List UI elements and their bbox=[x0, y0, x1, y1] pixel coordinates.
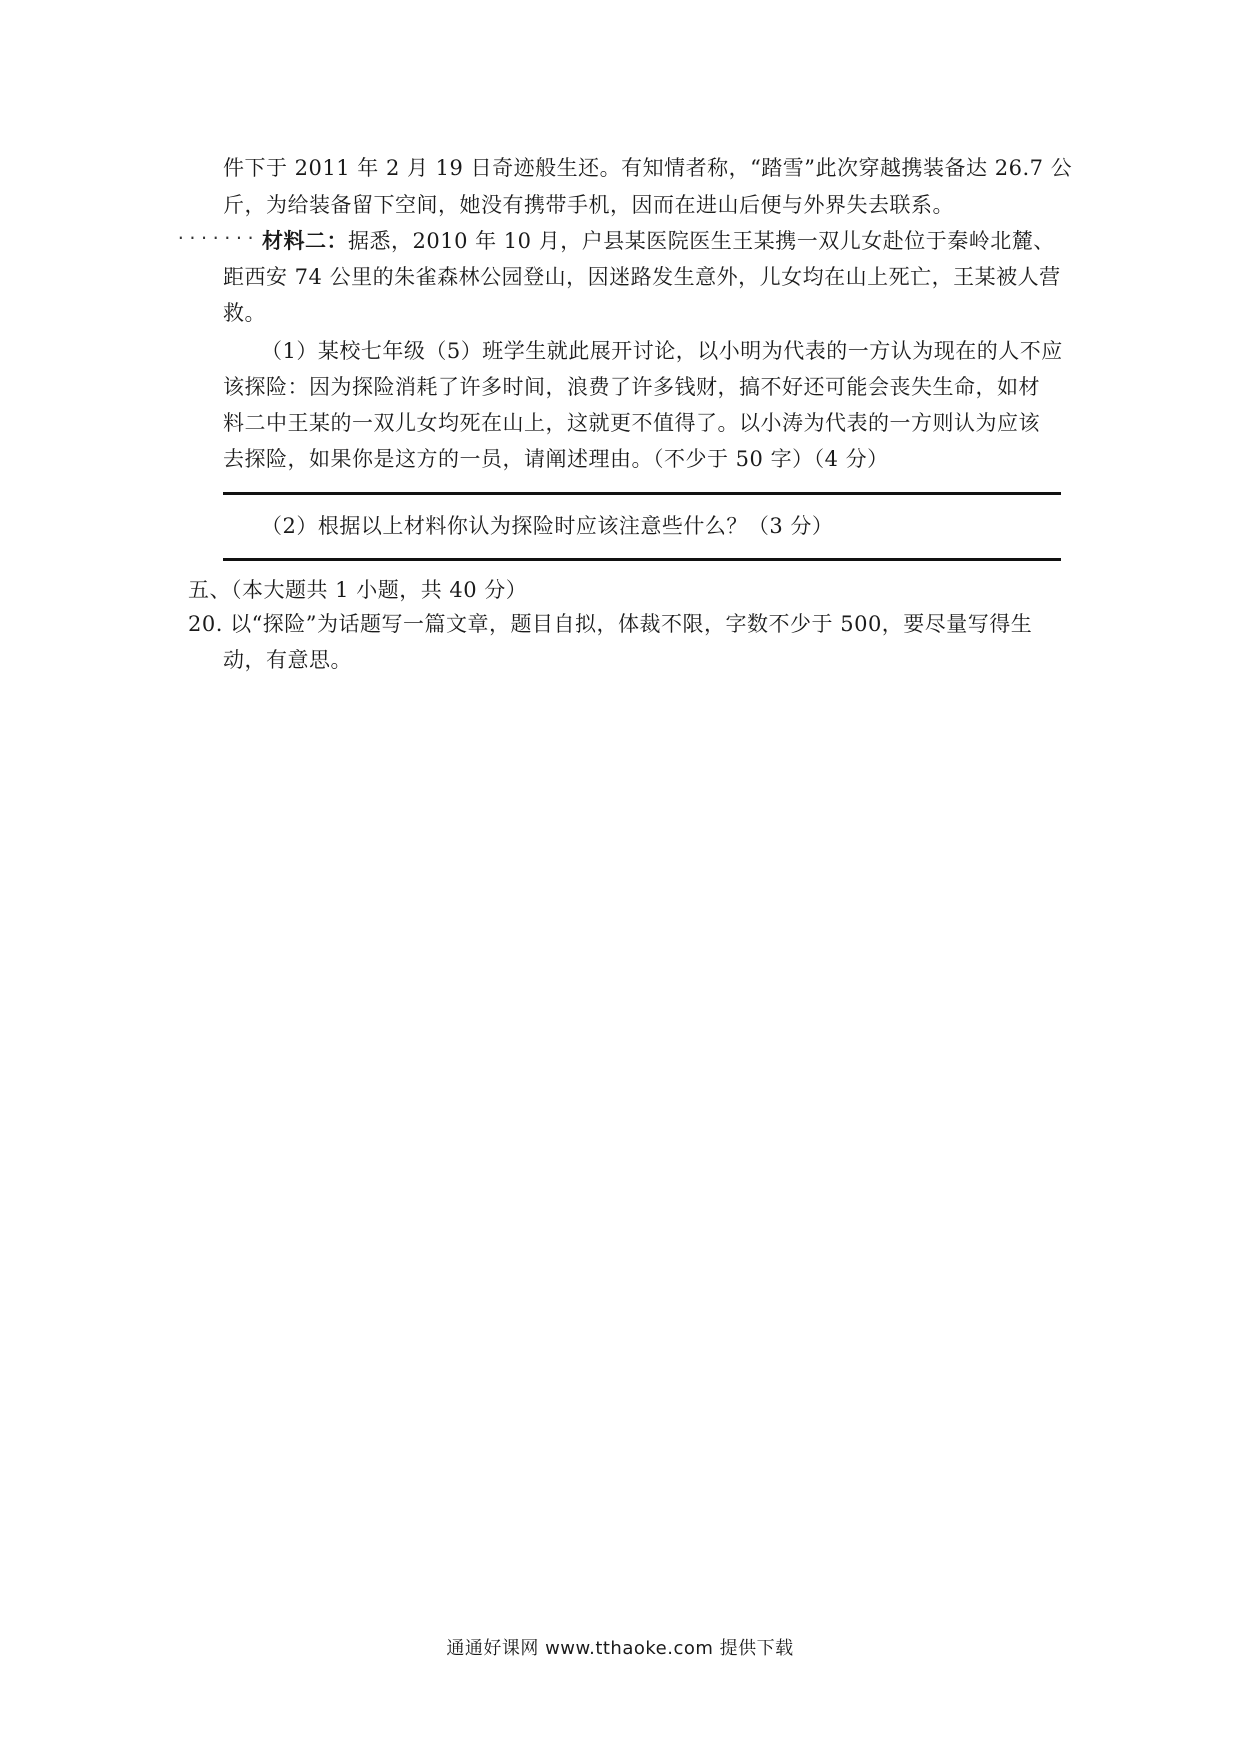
material-two-line-1-text: 据悉，2010 年 10 月，户县某医院医生王某携一双儿女赴位于秦岭北麓、 bbox=[348, 229, 1055, 253]
question-1-line-3: 料二中王某的一双儿女均死在山上，这就更不值得了。以小涛为代表的一方则认为应该 bbox=[223, 411, 1040, 435]
answer-line-1[interactable] bbox=[223, 492, 1061, 495]
question-1-line-4: 去探险，如果你是这方的一员，请阐述理由。（不少于 50 字）（4 分） bbox=[223, 447, 889, 471]
material-two-label: 材料二： bbox=[262, 228, 348, 253]
footer-credit: 通通好课网 www.tthaoke.com 提供下载 bbox=[446, 1638, 794, 1659]
question-20-line-1: 20. 以“探险”为话题写一篇文章，题目自拟，体裁不限，字数不少于 500，要尽量写得生 bbox=[188, 612, 1033, 636]
question-2: （2）根据以上材料你认为探险时应该注意些什么？（3 分） bbox=[261, 514, 834, 538]
material-two-line-1 bbox=[262, 223, 1055, 259]
question-1-line-2: 该探险：因为探险消耗了许多时间，浪费了许多钱财，搞不好还可能会丧失生命，如材 bbox=[223, 375, 1040, 399]
question-20-line-2: 动，有意思。 bbox=[223, 648, 352, 672]
material-two-line-3: 救。 bbox=[223, 301, 266, 325]
material-one-line-1: 件下于 2011 年 2 月 19 日奇迹般生还。有知情者称，“踏雪”此次穿越携装备达 26.7 公 bbox=[223, 156, 1073, 180]
answer-line-2[interactable] bbox=[223, 558, 1061, 561]
material-one-line-2: 斤，为给装备留下空间，她没有携带手机，因而在进山后便与外界失去联系。 bbox=[223, 193, 954, 217]
material-two-line-2: 距西安 74 公里的朱雀森林公园登山，因迷路发生意外，儿女均在山上死亡，王某被人营 bbox=[223, 265, 1061, 289]
section-five-heading: 五、（本大题共 1 小题，共 40 分） bbox=[188, 578, 528, 602]
dotted-marker: ....... bbox=[176, 224, 258, 243]
question-1-line-1: （1）某校七年级（5）班学生就此展开讨论，以小明为代表的一方认为现在的人不应 bbox=[261, 339, 1063, 363]
